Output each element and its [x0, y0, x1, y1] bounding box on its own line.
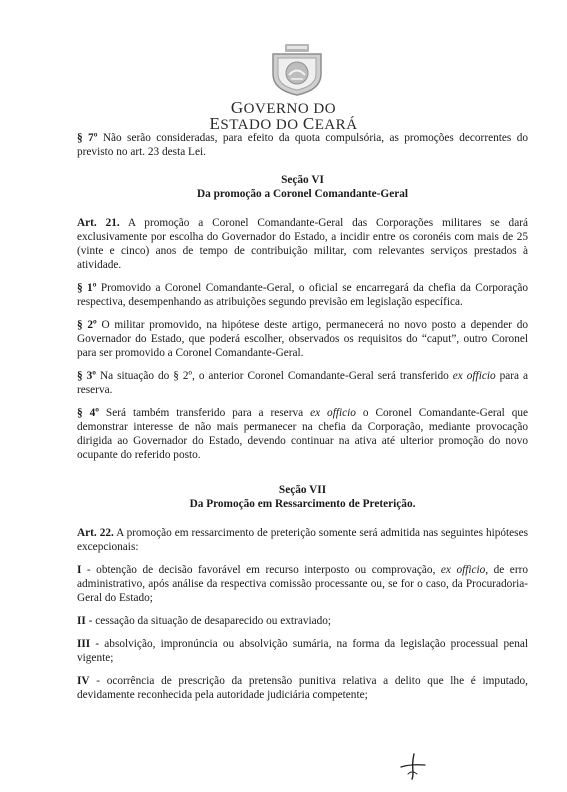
paragraph-text: o Coronel Comandante-Geral que demonstrar interesse de não mais permanecer na chefia da Corporação, mediante provocação dirigida ao Governador do Estado, devendo continuar na ativa até ulterior promoção do novo ocupante do referido posto.: [77, 407, 529, 461]
section-title: Seção VI: [281, 174, 324, 186]
section-subtitle: Da Promoção em Ressarcimento de Preterição.: [189, 498, 416, 510]
article-21: [77, 216, 528, 272]
letterhead-government: GOVERNO DO: [230, 98, 337, 117]
item-label: II: [77, 615, 86, 627]
section-title: Seção VII: [278, 484, 327, 496]
handwritten-initial-mark: [398, 752, 428, 780]
item-label: I: [77, 564, 82, 576]
article-text: A promoção a Coronel Comandante-Geral das Corporações militares se dará exclusivamente por escolha do Governador do Estado, a incidir entre os coronéis com mais de 25 (vinte e cinco) anos de tempo de contribuição militar, com relevantes serviços prestados à atividade.: [77, 217, 528, 271]
latin-term: ex officio: [440, 564, 486, 576]
section-subtitle: Da promoção a Coronel Comandante-Geral: [196, 188, 409, 200]
document-body: [77, 131, 528, 702]
article-label: Art. 22.: [77, 527, 114, 539]
section-heading-vi: [77, 173, 528, 201]
paragraph-label: § 4º: [77, 407, 99, 419]
article-21-paragraph-4: [77, 406, 528, 462]
article-22-item-ii: [77, 614, 528, 628]
latin-term: ex officio: [310, 407, 356, 419]
article-22: [77, 526, 528, 554]
article-22-item-iv: [77, 674, 528, 702]
paragraph-text: Na situação do § 2º, o anterior Coronel Comandante-Geral será transferido: [95, 370, 453, 382]
article-22-item-iii: [77, 637, 528, 665]
latin-term: ex officio: [452, 370, 496, 382]
article-21-paragraph-1: [77, 281, 528, 309]
paragraph-7: [77, 131, 528, 159]
paragraph-text: Promovido a Coronel Comandante-Geral, o oficial se encarregará da chefia da Corporação respectiva, desempenhando as atribuições segundo previsão em legislação específica.: [77, 282, 528, 308]
section-heading-vii: [77, 483, 528, 511]
article-21-paragraph-2: [77, 318, 528, 360]
item-text: - absolvição, impronúncia ou absolvição sumária, na forma da legislação processual penal vigente;: [77, 638, 528, 664]
paragraph-text: Será também transferido para a reserva: [98, 407, 311, 419]
item-text: - cessação da situação de desaparecido ou extraviado;: [85, 615, 332, 627]
paragraph-label: § 1º: [77, 282, 97, 294]
item-text: - ocorrência de prescrição da pretensão punitiva relativa a delito que lhe é imputado, devidamente reconhecida pela autoridade judiciária competente;: [77, 675, 528, 701]
paragraph-label: § 2º: [77, 319, 97, 331]
letterhead-state: ESTADO DO CEARÁ: [209, 114, 358, 133]
paragraph-text: para a reserva.: [77, 370, 529, 396]
paragraph-text: Não serão consideradas, para efeito da quota compulsória, as promoções decorrentes do previsto no art. 23 desta Lei.: [77, 132, 528, 158]
paragraph-label: § 3º: [77, 370, 96, 382]
article-text: A promoção em ressarcimento de preterição somente será admitida nas seguintes hipóteses excepcionais:: [77, 527, 528, 553]
item-label: III: [77, 638, 91, 650]
paragraph-text: O militar promovido, na hipótese deste artigo, permanecerá no novo posto a depender do Governador do Estado, que poderá escolher, observados os requisitos do “caput”, outro Coronel para ser promovido a Coronel Comandante-Geral.: [77, 319, 528, 359]
state-coat-of-arms-icon: [267, 44, 327, 96]
article-label: Art. 21.: [77, 217, 120, 229]
paragraph-label: § 7º: [77, 132, 98, 144]
article-21-paragraph-3: [77, 369, 528, 397]
item-label: IV: [77, 675, 90, 687]
item-text: - obtenção de decisão favorável em recurso interposto ou comprovação,: [81, 564, 441, 576]
item-text: , de erro administrativo, após análise da respectiva comissão processante ou, se for o caso, da Procuradoria-Geral do Estado;: [77, 564, 528, 604]
article-22-item-i: [77, 563, 528, 605]
